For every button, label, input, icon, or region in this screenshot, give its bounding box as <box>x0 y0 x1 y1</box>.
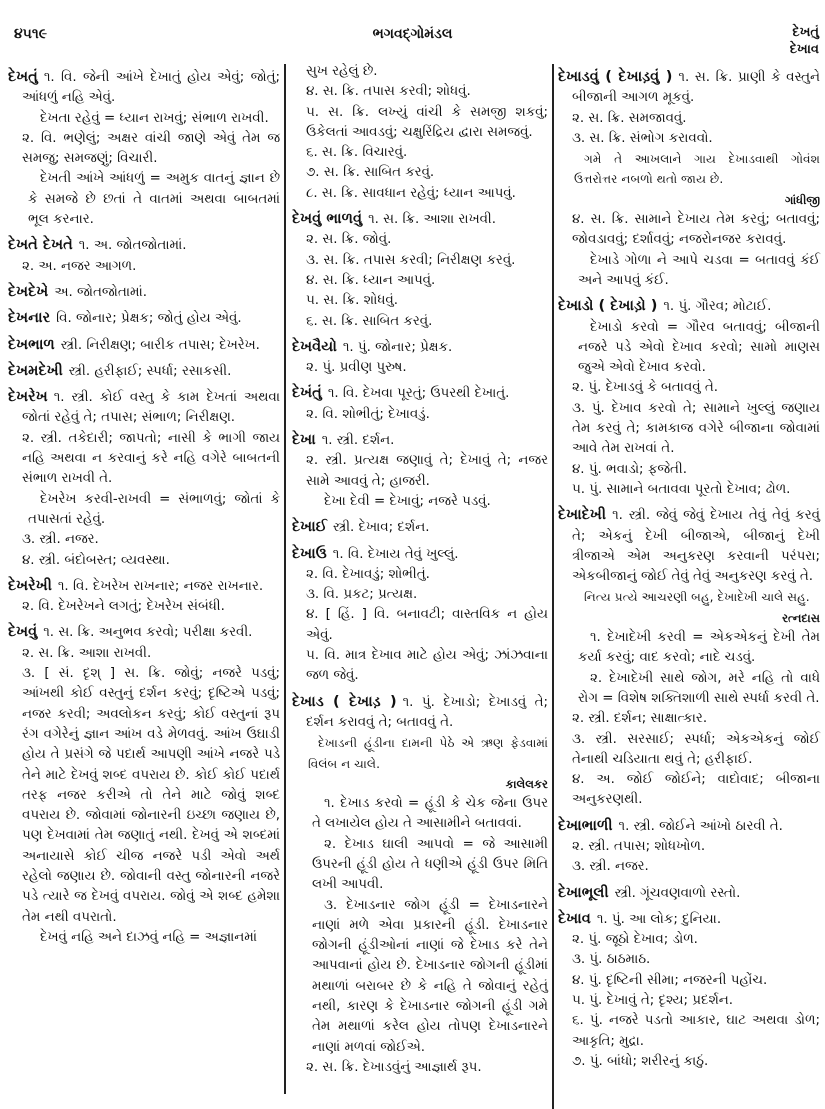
headword: દેખતું <box>8 68 38 85</box>
definition-text: ૪. [ હિં. ] વિ. બનાવટી; વાસ્તવિક ન હોય એવું. <box>306 607 548 643</box>
definition-text: ૧. અ. જોતજોતામાં. <box>78 238 187 254</box>
definition-text: ૨. દેખાદેખી સાથે જોગ, મરે નહિ તો વાધે રોગ = વિશેષ શક્તિશાળી સાથે સ્પર્ધા કરવી તે. <box>578 670 820 706</box>
definition-text: ૩. પું. ઠાઠમાઠ. <box>572 952 651 968</box>
definition-text: ૮. સ. ક્રિ. સાવધાન રહેવું; ધ્યાન આપવું. <box>306 185 516 201</box>
headword: દેખભાળ <box>8 335 55 353</box>
entry-sense <box>558 857 820 877</box>
headword: દેખા <box>292 431 316 449</box>
definition-text: ૪. સ. ક્રિ. તપાસ કરવી; શોધવું. <box>306 84 471 100</box>
dictionary-entry <box>558 883 820 904</box>
definition-text: ૨. સ. ક્રિ. સમજાવવું. <box>572 110 687 126</box>
entry-sense <box>292 358 548 378</box>
entry-sense <box>558 950 820 970</box>
definition-text: ગમે તે આખલાને ગાય દેખાડવાથી ગોવંશ ઉત્તરોત્તર નબળો થતો જાય છે. <box>574 152 820 187</box>
headword: દેખાવ <box>558 909 591 927</box>
dictionary-entry <box>8 361 280 382</box>
headword: દેખાડો ( દેખાડ઼ો ) <box>558 297 658 315</box>
definition-text: સ્ત્રી. દેખાવ; દર્શન. <box>333 520 430 536</box>
definition-text: ૧. પું. ગૌરવ; મોટાઈ. <box>663 299 772 315</box>
entry-sense <box>558 837 820 857</box>
definition-text: ૨. સ્ત્રી. તકેદારી; જાપતો; નાસી કે ભાગી જાય નહિ અથવા ન કરવાનું કરે નહિ વગેરે બાબતની સંભાળ રાખવી તે. <box>22 430 280 487</box>
headword: દેખાઉ <box>292 544 327 562</box>
dictionary-entry <box>292 544 548 565</box>
headword: દેખંતું <box>292 384 322 402</box>
definition-text: દેખાડો કરવો = ગૌરવ બતાવવું; બીજાની નજરે પડે એવો દેખાવ કરવો; સામો માણસ જુએ એવો દેખાવ કરવો. <box>578 319 820 376</box>
idiom-phrase <box>558 669 820 710</box>
definition-text: ૫. સ. ક્રિ. શોધવું. <box>306 293 398 309</box>
entry-sense <box>558 971 820 991</box>
entry-sense <box>292 565 548 585</box>
headword: દેખદેખે <box>8 282 49 300</box>
definition-text: ૧. સ્ત્રી. જોઈને આંખો ઠારવી તે. <box>618 818 783 834</box>
entry-sense <box>558 770 820 811</box>
definition-text: ૧. સ્ત્રી. કોઈ વસ્તુ કે કામ દેખતાં અથવા જોતાં રહેવું તે; તપાસ; સંભાળ; નિરીક્ષણ. <box>22 390 280 426</box>
entry-sense <box>558 378 820 398</box>
entry-sense <box>8 257 280 277</box>
idiom-phrase <box>292 492 548 512</box>
dictionary-entry <box>292 430 548 451</box>
definition-text: ૧. દેખાદેખી કરવી = એકએકનું દેખી તેમ કર્યા કરવું; વાદ કરવો; નાદે ચડવું. <box>578 630 820 666</box>
dictionary-entry <box>292 209 548 230</box>
headword: દેખાદેખી <box>558 506 607 524</box>
definition-text: સુખ રહેલું છે. <box>306 64 378 79</box>
definition-text: ૪. પું. ભવાડો; ફજેતી. <box>572 461 688 477</box>
entry-sense <box>558 730 820 771</box>
entry-sense <box>292 405 548 425</box>
idiom-phrase <box>8 109 280 129</box>
entry-sense <box>292 1058 548 1078</box>
headword: દેખરેખ <box>8 388 48 406</box>
definition-text: ૨. સ. ક્રિ. જોવું. <box>306 232 392 248</box>
definition-text: ૨. વિ. ભણેલું; અક્ષર વાંચી જાણે એવું તેમ જ સમજુ; સમજણું; વિચારી. <box>22 130 280 167</box>
headword: દેખાડ ( દેખાડ઼ ) <box>292 692 397 710</box>
idiom-phrase <box>8 490 280 531</box>
definition-text: ૨. વિ. દેખરેખને લગતું; દેખરેખ સંબંધી. <box>22 599 225 615</box>
dictionary-entry <box>292 337 548 358</box>
headword: દેખવું ભાળવું <box>292 210 363 228</box>
definition-text: સ્ત્રી. નિરીક્ષણ; બારીક તપાસ; દેખરેખ. <box>60 337 260 353</box>
headword: દેખતે દેખતે <box>8 236 73 254</box>
entry-sense <box>8 429 280 490</box>
definition-text: ૭. પું. બાંધો; શરીરનું કાઠું. <box>572 1053 709 1069</box>
definition-text: ૬. પું. નજરે પડતો આકાર, ઘાટ અથવા ડોળ; આકૃતિ; મુદ્રા. <box>572 1013 820 1049</box>
dictionary-entry <box>292 383 548 404</box>
entry-sense <box>292 82 548 102</box>
definition-text: વિ. જોનાર; પ્રેક્ષક; જોતું હોય એવું. <box>56 311 242 327</box>
entry-sense <box>8 530 280 550</box>
page-number: ૪૫૧૯ <box>14 26 48 42</box>
definition-text: ૩. સ્ત્રી. સરસાઈ; સ્પર્ધા; એકએકનું જોઈ તેનાથી ચડિયાતા થવું તે; હરીફાઈ. <box>572 731 820 767</box>
headword: દેખાઈ <box>292 518 327 536</box>
definition-text: ૧. દેખાડ કરવો = હૂંડી કે ચેક જેના ઉપર તે લખાયેલ હોય તે આસામીને બતાવવાં. <box>312 796 548 832</box>
idiom-phrase <box>292 835 548 896</box>
column-2 <box>292 62 548 1078</box>
entry-sense <box>8 664 280 928</box>
dictionary-entry <box>558 67 820 109</box>
definition-text: નિત્ય પ્રત્યે આચરણી બહુ, દેખાદેખી ચાલે સહુ. <box>584 590 810 605</box>
definition-text: દેખાડની હૂંડીના દામની પેઠે એ ઋણ ફેડવામાં વિલંબ ન ચાલે. <box>308 736 548 771</box>
headword: દેખનાર <box>8 309 51 327</box>
dictionary-entry <box>8 235 280 256</box>
definition-text: ૩. સ. ક્રિ. સંભોગ કરાવવો. <box>572 130 713 146</box>
entry-sense <box>558 709 820 729</box>
definition-text: સ્ત્રી. ગૂંચવણવાળો રસ્તો. <box>614 885 741 901</box>
definition-text: ૨. અ. નજર આગળ. <box>22 258 137 274</box>
entry-sense <box>292 312 548 332</box>
entry-sense <box>558 109 820 129</box>
definition-text: ૫. પું. દેખાવું તે; દૃશ્ય; પ્રદર્શન. <box>572 993 734 1009</box>
definition-text: ૨. સ. ક્રિ. આશા રાખવી. <box>22 645 152 661</box>
definition-text: ૪. પું. દૃષ્ટિની સીમા; નજરની પહોંચ. <box>572 972 768 988</box>
entry-sense <box>558 930 820 950</box>
running-title: ભગવદ્ગોમંડલ <box>372 26 453 42</box>
definition-text: ૨. સ. ક્રિ. દેખાડવુંનું આજ્ઞાર્થ રૂપ. <box>306 1059 482 1075</box>
guide-word-last: દેખાવ <box>789 42 819 57</box>
entry-sense <box>292 230 548 250</box>
dictionary-entry <box>8 282 280 303</box>
headword: દેખાભાળી <box>558 816 613 834</box>
page-header <box>0 22 825 57</box>
definition-text: ૬. સ. ક્રિ. સાબિત કરવું. <box>306 313 433 329</box>
idiom-phrase <box>8 169 280 230</box>
definition-text: ૧. વિ. દેખવા પૂરતું; ઉપરથી દેખાતું. <box>327 386 510 402</box>
entry-sense <box>8 551 280 571</box>
headword: દેખવું <box>8 623 38 641</box>
usage-quote <box>292 733 548 794</box>
column-divider <box>552 64 554 1109</box>
definition-text: ૩. સ્ત્રી. નજર. <box>572 859 649 875</box>
idiom-phrase <box>558 251 820 292</box>
entry-sense <box>292 271 548 291</box>
guide-word-first: દેખતું <box>792 25 819 40</box>
definition-text: ૧. વિ. દેખાય તેવું ખુલ્લું. <box>332 546 459 562</box>
headword: દેખાડવું ( દેખાડ઼વું ) <box>558 68 673 85</box>
definition-text: ૨. પું. દેખાડવું કે બતાવવું તે. <box>572 380 718 396</box>
definition-text: ૩. પું. દેખાવ કરવો તે; સામાને ખુલ્લું જણાય તેમ કરવું તે; કામકાજ વગેરે બીજાના જોવામાં આવે તેમ રાખવાં તે. <box>572 400 820 457</box>
definition-text: દેખા દેવી = દેખાવું; નજરે પડવું. <box>324 493 491 509</box>
definition-text: ૬. સ. ક્રિ. વિચારવું. <box>306 145 408 161</box>
definition-text: ૩. સ્ત્રી. નજર. <box>22 532 99 548</box>
entry-sense <box>558 210 820 251</box>
dictionary-entry <box>558 505 820 587</box>
entry-sense <box>8 129 280 170</box>
dictionary-entry <box>8 308 280 329</box>
entry-sense <box>292 605 548 646</box>
entry-continuation <box>292 62 548 82</box>
column-divider <box>284 64 286 1094</box>
definition-text: ૨. દેખાડ ઘાલી આપવો = જે આસામી ઉપરની હૂંડી હોય તે ધણીએ હૂંડી ઉપર મિતિ લખી આપવી. <box>312 836 548 893</box>
dictionary-entry <box>292 517 548 538</box>
entry-sense <box>558 129 820 149</box>
definition-text: ૧. પું. દેખાડો; દેખાડવું તે; દર્શન કરાવવું તે; બતાવવું તે. <box>306 694 548 730</box>
definition-text: ૫. પું. સામાને બતાવવા પૂરતો દેખાવ; ઢોળ. <box>572 481 791 497</box>
definition-text: દેખાડે ગોળા ને આપે ચડવા = બતાવવું કંઈ અને આપવું કંઈ. <box>578 252 820 288</box>
quote-attribution: ગાંધીજી <box>784 192 820 207</box>
definition-text: ૧. સ્ત્રી. જેવું જેવું દેખાય તેવું તેવું કરવું તે; એકનું દેખી બીજાએ, બીજાનું દેખી ત્રીજાએ એમ અનુકરણ કરવાની પરંપરા; એકબીજાનું જોઈ તેવું તેવું અનુકરણ કરવું તે. <box>572 508 820 585</box>
entry-sense <box>292 251 548 271</box>
entry-sense <box>292 585 548 605</box>
definition-text: ૨. વિ. દેખાવડું; શોભીતું. <box>306 566 430 582</box>
dictionary-entry <box>8 67 280 109</box>
headword: દેખાભૂલી <box>558 883 609 901</box>
headword: દેખમદેખી <box>8 361 63 379</box>
definition-text: દેખરેખ કરવી-રાખવી = સંભાળવું; જોતાં કે તપાસતાં રહેવું. <box>28 491 280 527</box>
column-1 <box>8 62 280 948</box>
definition-text: ૧. પું. જોનાર; પ્રેક્ષક. <box>342 339 453 355</box>
definition-text: ૧. સ. ક્રિ. આશા રાખવી. <box>368 212 497 228</box>
definition-text: ૨. વિ. શોભીતું; દેખાવડું. <box>306 406 430 422</box>
definition-text: ૫. સ. ક્રિ. લખ્યું વાંચી કે સમજી શકવું; ઉકેલતાં આવડવું; ચક્ષુરિંદ્રિય દ્વારા સમજવું. <box>306 104 548 140</box>
entry-sense <box>558 1052 820 1072</box>
definition-text: દેખતી આંખે આંધળું = અમુક વાતનું જ્ઞાન છે કે સમજે છે છતાં તે વાતમાં અથવા બાબતમાં ભૂલ કરનાર. <box>28 171 280 228</box>
entry-sense <box>292 103 548 144</box>
headword: દેખરેખી <box>8 576 52 594</box>
definition-text: ૨. સ્ત્રી. દર્શન; સાક્ષાત્કાર. <box>572 711 708 727</box>
definition-text: ૧. સ. ક્રિ. પ્રાણી કે વસ્તુને બીજાની આગળ મૂકવું. <box>572 70 821 106</box>
definition-text: ૨. પું. જૂઠો દેખાવ; ડોળ. <box>572 932 698 948</box>
idiom-phrase <box>292 794 548 835</box>
dictionary-entry <box>8 622 280 643</box>
usage-quote <box>558 587 820 628</box>
definition-text: ૪. સ. ક્રિ. સામાને દેખાય તેમ કરવું; બતાવવું; જોવડાવવું; દર્શાવવું; નજરોનજર કરાવવું. <box>572 212 820 248</box>
entry-sense <box>558 1011 820 1052</box>
definition-text: ૧. સ્ત્રી. દર્શન. <box>321 433 395 449</box>
definition-text: ૧. વિ. જેની આંખે દેખાતું હોય એવું; જોતું; આંધળું નહિ એવું. <box>22 70 280 106</box>
definition-text: ૧. પું. આ લોક; દુનિયા. <box>596 911 722 927</box>
dictionary-entry <box>8 387 280 429</box>
entry-sense <box>8 644 280 664</box>
entry-sense <box>558 480 820 500</box>
entry-sense <box>292 184 548 204</box>
idiom-phrase <box>292 896 548 1058</box>
definition-text: ૨. સ્ત્રી. પ્રત્યક્ષ જણાવું તે; દેખાવું તે; નજર સામે આવવું તે; હાજરી. <box>306 453 548 489</box>
definition-text: ૧. વિ. દેખરેખ રાખનાર; નજર રાખનાર. <box>57 578 264 594</box>
definition-text: ૪. સ્ત્રી. બંદોબસ્ત; વ્યવસ્થા. <box>22 552 170 568</box>
dictionary-entry <box>8 335 280 356</box>
quote-attribution: કાલેલકર <box>505 776 548 791</box>
definition-text: ૭. સ. ક્રિ. સાબિત કરવું. <box>306 165 435 181</box>
idiom-phrase <box>8 928 280 948</box>
definition-text: ૨. પું. પ્રવીણ પુરુષ. <box>306 360 407 376</box>
definition-text: ૩. દેખાડનાર જોગ હૂંડી = દેખાડનારને નાણાં મળે એવા પ્રકારની હૂંડી. દેખાડનાર જોગની હૂંડીઓનાં નાણાં જે દેખાડ કરે તેને આપવાનાં હોય છે. દેખાડનાર જોગની હૂંડીમાં મથાળાં બરાબર છે કે નહિ તે જોવાનું રહેતું નથી, કારણ કે દેખાડનાર જોગની હૂંડી ગમે તેમ મથાળાં કરેલ હોય તોપણ દેખાડનારને નાણાં મળવાં જોઈએ. <box>312 897 548 1055</box>
idiom-phrase <box>558 628 820 669</box>
dictionary-entry <box>558 909 820 930</box>
guide-words <box>790 24 819 58</box>
entry-sense <box>292 143 548 163</box>
definition-text: ૫. વિ. માત્ર દેખાવ માટે હોય એવું; ઝાંઝવાના જળ જેવું. <box>306 648 548 684</box>
dictionary-entry <box>292 692 548 734</box>
dictionary-entry <box>558 296 820 317</box>
entry-sense <box>292 451 548 492</box>
entry-sense <box>558 460 820 480</box>
definition-text: ૪. અ. જોઈ જોઈને; વાદોવાદ; બીજાના અનુકરણથી. <box>572 772 820 808</box>
definition-text: દેખવું નહિ અને દાઝવું નહિ = અજ્ઞાનમાં <box>40 929 257 945</box>
definition-text: ૩. [ સં. દૃશ્ ] સ. ક્રિ. જોવું; નજરે પડવું; આંખથી કોઈ વસ્તુનું દર્શન કરવું; દૃષ્ટિએ પડવું; નજર કરવી; અવલોકન કરવું; કોઈ વસ્તુનાં રૂપ રંગ વગેરેનું જ્ઞાન આંખ વડે મેળવવું. આંખ ઉઘાડી હોય તે પ્રસંગે જે પદાર્થ આપણી આંખે નજરે પડે તેને માટે દેખવું શબ્દ વપરાય છે. કોઈ કોઈ પદાર્થ તરફ નજર કરીએ તો તેને માટે જોવું શબ્દ વપરાય છે. જોવામાં જોનારની ઇચ્છા જણાય છે, પણ દેખવામાં તેમ જણાતું નથી. દેખવું એ શબ્દમાં અનાયાસે કોઈ ચીજ નજરે પડી એવો અર્થ રહેલો જણાય છે. જોવાની વસ્તુ જોનારની નજરે પડે ત્યારે જ દેખવું વપરાય. જોવું એ શબ્દ હમેશા તેમ નથી વપરાતો. <box>22 666 280 925</box>
definition-text: સ્ત્રી. હરીફાઈ; સ્પર્ધા; રસાકસી. <box>68 363 232 379</box>
definition-text: ૧. સ. ક્રિ. અનુભવ કરવો; પરીક્ષા કરવી. <box>43 625 253 641</box>
quote-attribution: રત્નદાસ <box>782 610 820 625</box>
dictionary-entry <box>8 576 280 597</box>
definition-text: દેખતા રહેવું = ધ્યાન રાખવું; સંભાળ રાખવી. <box>40 110 269 126</box>
definition-text: ૪. સ. ક્રિ. ધ્યાન આપવું. <box>306 272 436 288</box>
definition-text: ૩. વિ. પ્રકટ; પ્રત્યક્ષ. <box>306 587 418 603</box>
entry-sense <box>292 646 548 687</box>
entry-sense <box>8 597 280 617</box>
entry-sense <box>558 991 820 1011</box>
definition-text: ૨. સ્ત્રી. તપાસ; શોધખોળ. <box>572 838 706 854</box>
idiom-phrase <box>558 318 820 379</box>
entry-sense <box>292 163 548 183</box>
column-3 <box>558 62 820 1072</box>
definition-text: ૩. સ. ક્રિ. તપાસ કરવી; નિરીક્ષણ કરવું. <box>306 252 516 268</box>
entry-sense <box>292 291 548 311</box>
dictionary-entry <box>558 816 820 837</box>
usage-quote <box>558 149 820 210</box>
definition-text: અ. જોતજોતામાં. <box>54 284 148 300</box>
entry-sense <box>558 399 820 460</box>
headword: દેખવૈયો <box>292 337 337 355</box>
